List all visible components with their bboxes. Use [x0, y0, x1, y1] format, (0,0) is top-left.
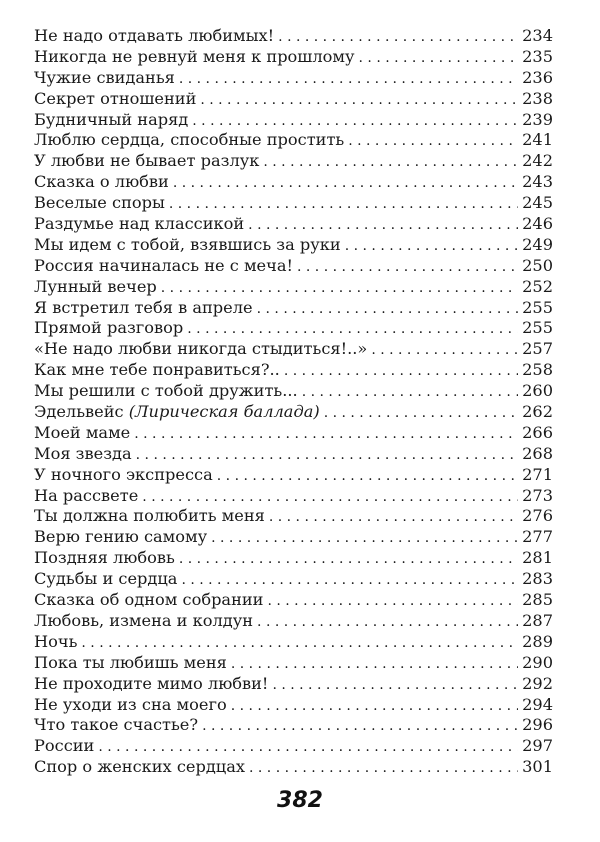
toc-entry-title — [34, 569, 177, 590]
toc-entry-page-number: 262 — [522, 402, 553, 422]
toc-entry-page-number: 255 — [522, 297, 553, 317]
dot-leader — [98, 737, 518, 758]
toc-entry — [34, 548, 553, 569]
toc-entry-title — [34, 486, 138, 507]
toc-entry-title — [34, 674, 268, 695]
toc-entry-title — [34, 277, 157, 298]
dot-leader — [359, 48, 519, 69]
toc-entry-title-text: Раздумье над классикой — [34, 214, 245, 234]
toc-entry-title-text: На рассвете — [34, 485, 139, 505]
toc-entry-page-number: 287 — [522, 610, 553, 630]
toc-entry-page-number: 242 — [522, 151, 553, 171]
toc-entry-title — [34, 465, 213, 486]
toc-entry — [34, 277, 553, 298]
toc-entry-title-text: Эдельвейс — [34, 402, 124, 422]
toc-entry-page-number: 236 — [522, 67, 553, 87]
toc-entry-page-number: 292 — [522, 673, 553, 693]
toc-entry-page-number: 297 — [522, 736, 553, 756]
toc-entry-page-number: 255 — [522, 318, 553, 338]
toc-entry-page-number: 250 — [522, 255, 553, 275]
toc-entry-page-number: 268 — [522, 443, 553, 463]
toc-entry-title — [34, 298, 253, 319]
dot-leader — [257, 299, 518, 320]
dot-leader — [278, 27, 518, 48]
toc-entry-title — [34, 47, 355, 68]
toc-entry-title-text: Не проходите мимо любви! — [34, 673, 269, 693]
toc-entry-page-number: 260 — [522, 381, 553, 401]
toc-entry — [34, 339, 553, 360]
toc-entry-title — [34, 151, 259, 172]
toc-entry-title-text: Спор о женских сердцах — [34, 757, 245, 777]
toc-entry — [34, 486, 553, 507]
toc-entry — [34, 715, 553, 736]
toc-entry — [34, 26, 553, 47]
dot-leader — [348, 131, 518, 152]
toc-entry-title-text: Прямой разговор — [34, 318, 184, 338]
toc-entry-title-text: Сказка о любви — [34, 172, 169, 192]
dot-leader — [181, 570, 518, 591]
dot-leader — [142, 487, 518, 508]
toc-entry-title-text: Мы решили с тобой дружить... — [34, 381, 298, 401]
dot-leader — [231, 654, 518, 675]
toc-entry-title — [34, 172, 169, 193]
dot-leader — [284, 361, 518, 382]
dot-leader — [267, 591, 518, 612]
toc-entry — [34, 736, 553, 757]
toc-entry-title — [34, 193, 165, 214]
toc-entry-title — [34, 590, 263, 611]
toc-entry-title — [34, 506, 265, 527]
toc-entry-title — [34, 110, 188, 131]
toc-entry — [34, 110, 553, 131]
toc-entry-page-number: 276 — [522, 506, 553, 526]
dot-leader — [161, 278, 518, 299]
toc-entry-page-number: 266 — [522, 422, 553, 442]
dot-leader — [248, 215, 518, 236]
toc-entry-page-number: 271 — [522, 464, 553, 484]
toc-entry-title — [34, 527, 207, 548]
toc-entry — [34, 757, 553, 778]
page-number: 382 — [277, 788, 323, 813]
toc-entry-page-number: 243 — [522, 172, 553, 192]
toc-entry-title-text: Ночь — [34, 631, 78, 651]
toc-entry-title-text: Сказка об одном собрании — [34, 590, 264, 610]
toc-entry-title-text: Никогда не ревнуй меня к прошлому — [34, 46, 355, 66]
dot-leader — [179, 549, 518, 570]
toc-entry-title-text: Верю гению самому — [34, 527, 208, 547]
toc-entry-title — [34, 89, 196, 110]
dot-leader — [324, 403, 518, 424]
toc-entry — [34, 527, 553, 548]
dot-leader — [173, 173, 518, 194]
dot-leader — [345, 236, 518, 257]
toc-entry-title-text: Не надо отдавать любимых! — [34, 26, 275, 45]
toc-entry-title-text: У ночного экспресса — [34, 464, 213, 484]
dot-leader — [169, 194, 518, 215]
toc-entry-title — [34, 736, 94, 757]
toc-entry-title-text: Моя звезда — [34, 443, 132, 463]
toc-entry-title-text: России — [34, 736, 95, 756]
dot-leader — [187, 319, 518, 340]
dot-leader — [202, 716, 518, 737]
dot-leader — [192, 111, 518, 132]
toc-entry-page-number: 296 — [522, 715, 553, 735]
toc-entry-page-number: 283 — [522, 569, 553, 589]
toc-entry-title — [34, 26, 274, 47]
toc-entry — [34, 653, 553, 674]
toc-entry — [34, 506, 553, 527]
dot-leader — [200, 90, 518, 111]
toc-entry-title-text: Судьбы и сердца — [34, 569, 178, 589]
dot-leader — [263, 152, 518, 173]
toc-entry — [34, 172, 553, 193]
toc-entry-subtitle: (Лирическая баллада) — [128, 402, 320, 422]
toc-entry — [34, 381, 553, 402]
toc-entry-title-text: Любовь, измена и колдун — [34, 610, 254, 630]
toc-entry — [34, 256, 553, 277]
toc-entry-title — [34, 214, 244, 235]
toc-entry — [34, 47, 553, 68]
toc-entry — [34, 444, 553, 465]
toc-entry-page-number: 238 — [522, 88, 553, 108]
toc-entry-title — [34, 611, 253, 632]
dot-leader — [211, 528, 518, 549]
toc-entry-page-number: 241 — [522, 130, 553, 150]
toc-entry-title-text: Как мне тебе понравиться?.. — [34, 360, 280, 380]
toc-entry-title — [34, 444, 132, 465]
toc-entry — [34, 151, 553, 172]
toc-entry-title-text: Что такое счастье? — [34, 715, 199, 735]
toc-entry-title-text: Люблю сердца, способные простить — [34, 130, 345, 150]
toc-entry-title-text: «Не надо любви никогда стыдиться!..» — [34, 339, 368, 359]
toc-entry — [34, 235, 553, 256]
toc-entry — [34, 318, 553, 339]
dot-leader — [302, 382, 518, 403]
toc-entry-title — [34, 360, 280, 381]
toc-entry — [34, 360, 553, 381]
toc-entry-title — [34, 695, 227, 716]
toc-entry-title — [34, 256, 293, 277]
toc-entry-title — [34, 402, 320, 423]
toc-entry-page-number: 245 — [522, 193, 553, 213]
toc-entry — [34, 298, 553, 319]
toc-entry — [34, 465, 553, 486]
toc-entry-title-text: Веселые споры — [34, 193, 165, 213]
dot-leader — [257, 612, 518, 633]
dot-leader — [371, 340, 518, 361]
toc-entry-title-text: Чужие свиданья — [34, 67, 175, 87]
toc-entry-page-number: 239 — [522, 109, 553, 129]
toc-entry-page-number: 258 — [522, 360, 553, 380]
toc-entry-title-text: Поздняя любовь — [34, 548, 175, 568]
toc-entry-title-text: Мы идем с тобой, взявшись за руки — [34, 234, 341, 254]
toc-entry — [34, 695, 553, 716]
toc-entry — [34, 89, 553, 110]
dot-leader — [134, 424, 518, 445]
dot-leader — [249, 758, 518, 779]
dot-leader — [81, 633, 518, 654]
dot-leader — [179, 69, 518, 90]
toc-entry-page-number: 235 — [522, 46, 553, 66]
toc-entry-title-text: Лунный вечер — [34, 276, 157, 296]
toc-entry-page-number: 301 — [522, 757, 553, 777]
toc-entry-title — [34, 632, 77, 653]
toc-entry-title-text: Не уходи из сна моего — [34, 694, 227, 714]
toc-entry-title — [34, 235, 341, 256]
toc-entry — [34, 68, 553, 89]
toc-entry-page-number: 294 — [522, 694, 553, 714]
toc-entry-title — [34, 715, 198, 736]
toc-entry-page-number: 290 — [522, 652, 553, 672]
toc-entry — [34, 569, 553, 590]
toc-entry-page-number: 285 — [522, 590, 553, 610]
toc-entry-title-text: Моей маме — [34, 422, 131, 442]
toc-entry-title — [34, 423, 130, 444]
toc-entry-title-text: Секрет отношений — [34, 88, 197, 108]
toc-entry-title-text: Я встретил тебя в апреле — [34, 297, 253, 317]
toc-entry — [34, 632, 553, 653]
toc-entry-title — [34, 653, 227, 674]
table-of-contents — [34, 26, 553, 778]
dot-leader — [269, 507, 518, 528]
toc-entry-title — [34, 757, 245, 778]
toc-entry — [34, 611, 553, 632]
toc-entry-page-number: 252 — [522, 276, 553, 296]
toc-entry — [34, 214, 553, 235]
dot-leader — [297, 257, 518, 278]
toc-entry-title-text: Ты должна полюбить меня — [34, 506, 265, 526]
toc-entry — [34, 402, 553, 423]
toc-entry-page-number: 281 — [522, 548, 553, 568]
toc-entry-title-text: У любви не бывает разлук — [34, 151, 260, 171]
toc-entry-title — [34, 130, 344, 151]
toc-entry-title-text: Россия начиналась не с меча! — [34, 255, 293, 275]
toc-entry-title — [34, 68, 175, 89]
toc-entry-page-number: 249 — [522, 234, 553, 254]
dot-leader — [217, 466, 518, 487]
toc-entry-title-text: Будничный наряд — [34, 109, 189, 129]
toc-entry-title — [34, 381, 298, 402]
toc-entry — [34, 423, 553, 444]
toc-entry-page-number: 273 — [522, 485, 553, 505]
dot-leader — [136, 445, 518, 466]
toc-entry-title-text: Пока ты любишь меня — [34, 652, 227, 672]
dot-leader — [272, 675, 518, 696]
toc-entry-page-number: 289 — [522, 631, 553, 651]
toc-entry-page-number: 246 — [522, 214, 553, 234]
toc-entry-page-number: 257 — [522, 339, 553, 359]
toc-entry-page-number: 277 — [522, 527, 553, 547]
toc-entry-title — [34, 318, 183, 339]
dot-leader — [231, 696, 518, 717]
toc-entry — [34, 130, 553, 151]
toc-entry — [34, 674, 553, 695]
toc-entry-title — [34, 339, 367, 360]
toc-entry — [34, 193, 553, 214]
toc-entry-title — [34, 548, 175, 569]
toc-entry — [34, 590, 553, 611]
toc-entry-page-number: 234 — [522, 26, 553, 45]
